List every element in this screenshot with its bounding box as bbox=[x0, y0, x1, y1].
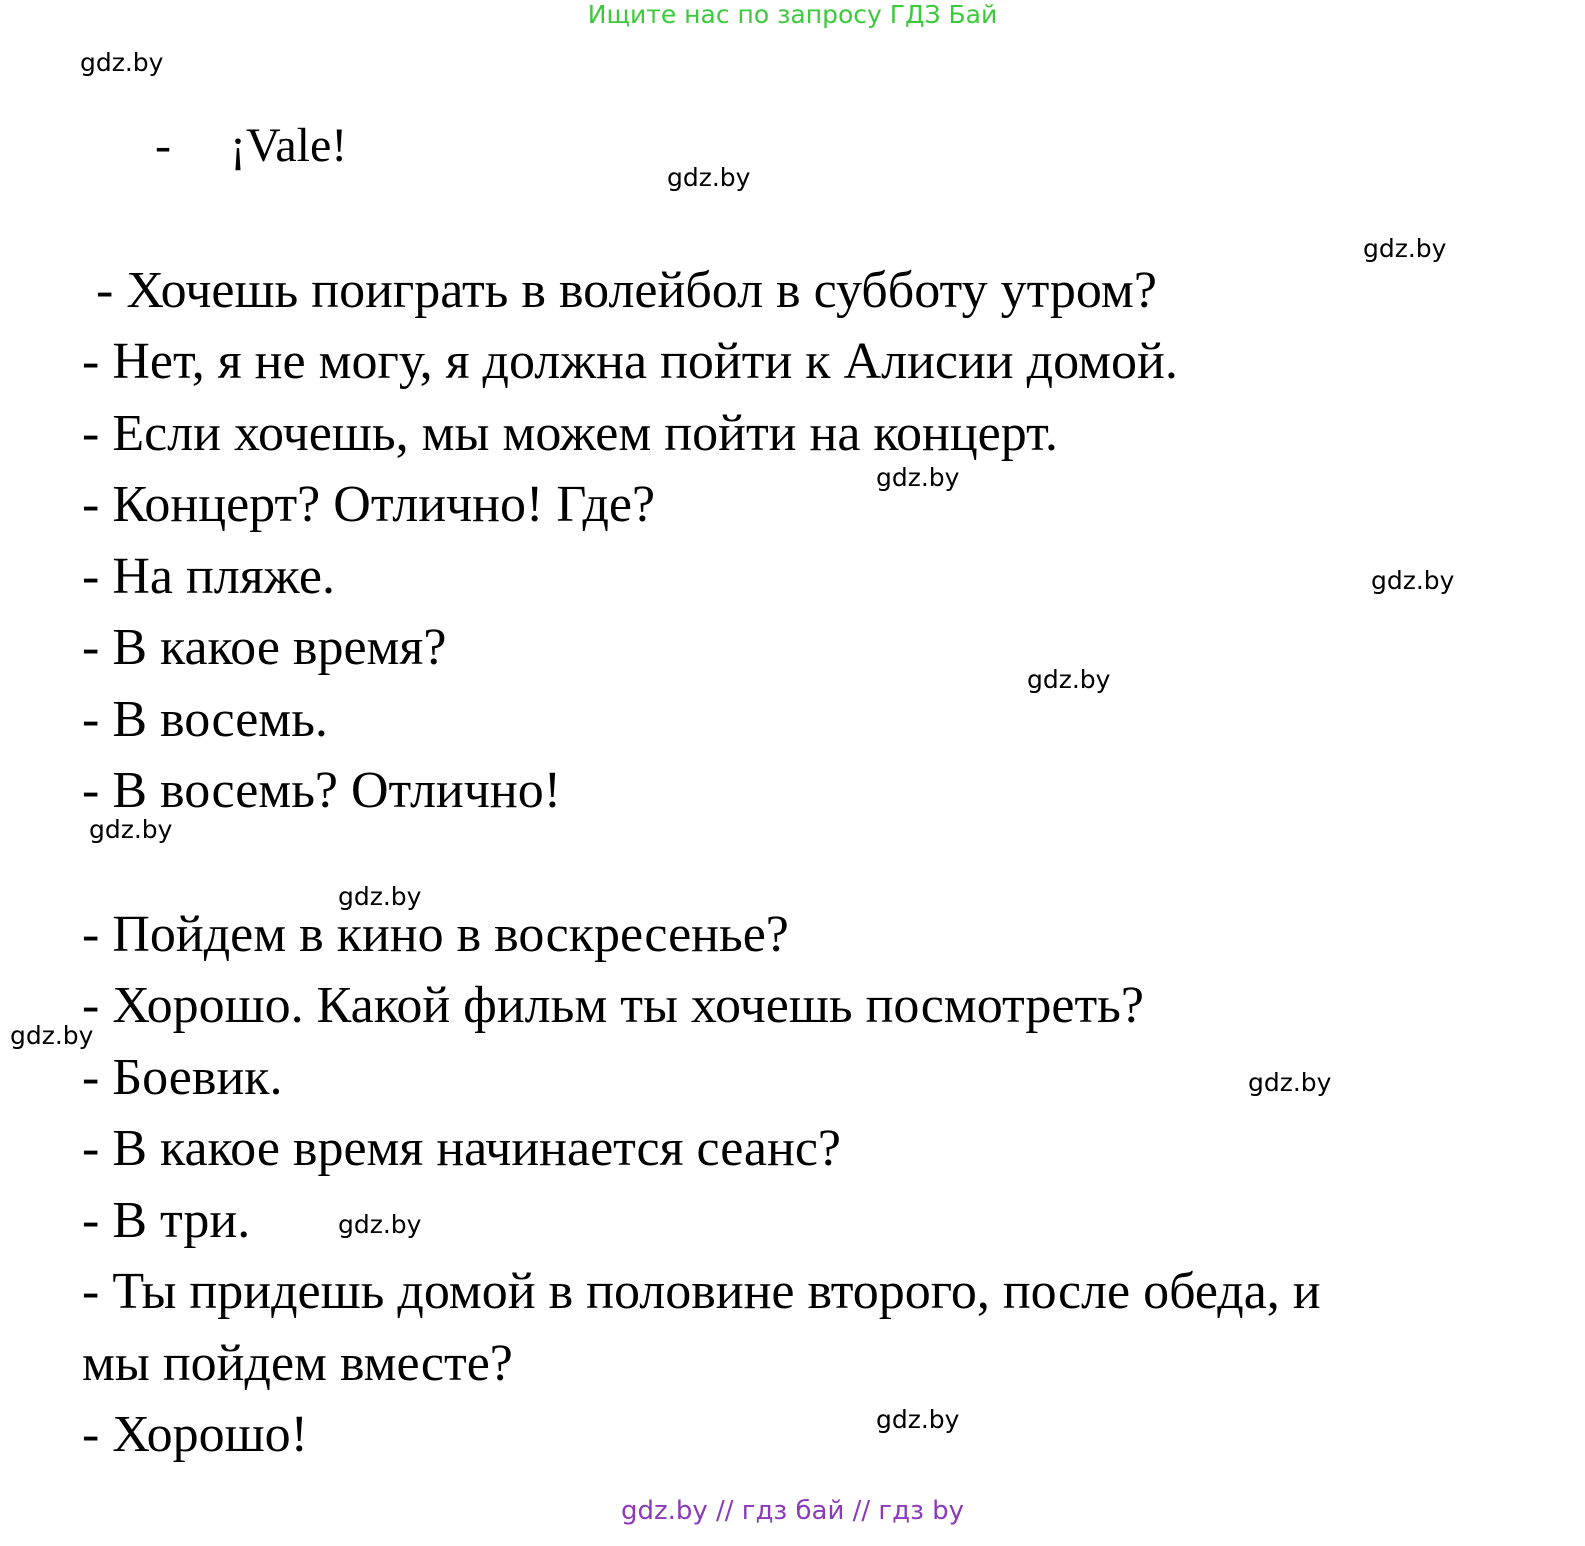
dialogue-line: - В три. bbox=[82, 1192, 251, 1249]
dialogue-line: - Хочешь поиграть в волейбол в субботу утром? bbox=[96, 262, 1157, 319]
vale-dash: - bbox=[155, 119, 171, 172]
watermark: gdz.by bbox=[80, 48, 164, 77]
dialogue-line: - Боевик. bbox=[82, 1049, 283, 1106]
vale-line bbox=[155, 118, 347, 174]
watermark: gdz.by bbox=[1371, 566, 1455, 595]
dialogue-line: - Хорошо! bbox=[82, 1406, 308, 1463]
dialogue-line: - В восемь. bbox=[82, 691, 328, 748]
top-banner: Ищите нас по запросу ГДЗ Бай bbox=[587, 0, 998, 29]
watermark: gdz.by bbox=[876, 463, 960, 492]
dialogue-line: - Ты придешь домой в половине второго, после обеда, и bbox=[82, 1263, 1321, 1320]
watermark: gdz.by bbox=[1027, 665, 1111, 694]
watermark: gdz.by bbox=[338, 1210, 422, 1239]
watermark: gdz.by bbox=[89, 815, 173, 844]
watermark: gdz.by bbox=[667, 163, 751, 192]
watermark: gdz.by bbox=[876, 1405, 960, 1434]
dialogue-line: - Хорошо. Какой фильм ты хочешь посмотреть? bbox=[82, 977, 1144, 1034]
dialogue-line: - Нет, я не могу, я должна пойти к Алисии домой. bbox=[82, 333, 1178, 390]
dialogue-line: - В восемь? Отлично! bbox=[82, 762, 562, 819]
dialogue-line: - На пляже. bbox=[82, 548, 335, 605]
dialogue-line: - Пойдем в кино в воскресенье? bbox=[82, 906, 789, 963]
dialogue-line: мы пойдем вместе? bbox=[82, 1335, 513, 1392]
watermark: gdz.by bbox=[1363, 234, 1447, 263]
dialogue-line: - В какое время начинается сеанс? bbox=[82, 1120, 842, 1177]
vale-text: ¡Vale! bbox=[230, 119, 348, 172]
watermark: gdz.by bbox=[338, 882, 422, 911]
watermark: gdz.by bbox=[1248, 1068, 1332, 1097]
watermark: gdz.by bbox=[10, 1021, 94, 1050]
dialogue-line: - Если хочешь, мы можем пойти на концерт. bbox=[82, 405, 1058, 462]
dialogue-line: - В какое время? bbox=[82, 619, 447, 676]
dialogue-line: - Концерт? Отлично! Где? bbox=[82, 476, 656, 533]
footer-links: gdz.by // гдз бай // гдз by bbox=[620, 1496, 965, 1526]
